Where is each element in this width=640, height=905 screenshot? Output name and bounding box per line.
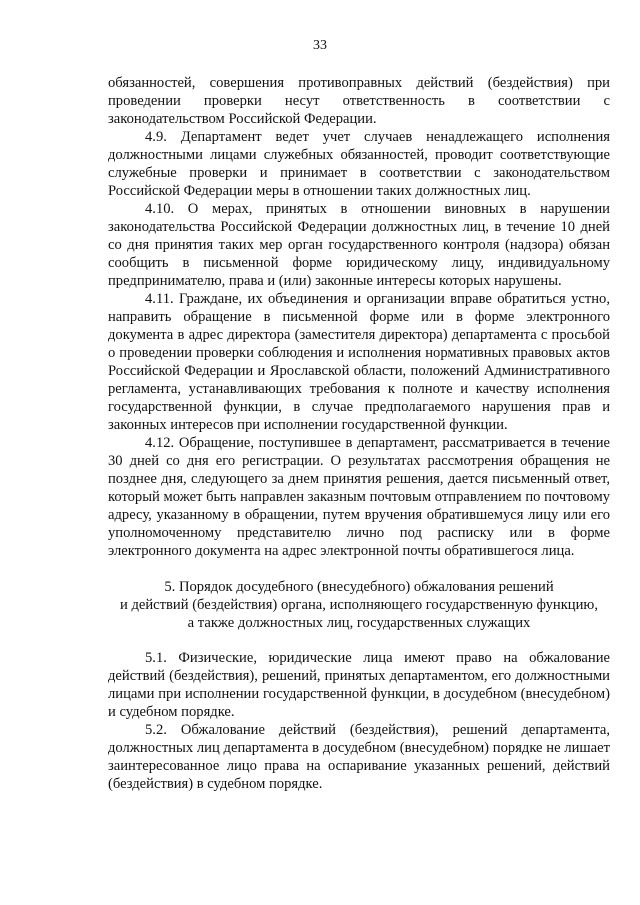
paragraph-4-11: 4.11. Граждане, их объединения и организации вправе обратиться устно, направить обращение в письменной форме или в форме электронного документа в адрес директора (заместителя директора) департамента с просьбой о проведении проверки соблюдения и исполнения нормативных правовых актов Российской Федерации и Ярославской области, положений Административного регламента, устанавливающих требования к полноте и качеству исполнения государственной функции, в случае предполагаемого нарушения прав и законных интересов при исполнении государственной функции.	[108, 291, 610, 433]
paragraph-continuation: обязанностей, совершения противоправных действий (бездействия) при проведении проверки несут ответственность в соответствии с законодательством Российской Федерации.	[108, 75, 610, 127]
paragraph-4-10: 4.10. О мерах, принятых в отношении виновных в нарушении законодательства Российской Федерации должностных лиц, в течение 10 дней со дня принятия таких мер орган государственного контроля (надзора) обязан сообщить в письменной форме юридическому лицу, индивидуальному предпринимателю, права и (или) законные интересы которых нарушены.	[108, 201, 610, 289]
section-heading-line-1: 5. Порядок досудебного (внесудебного) обжалования решений	[164, 579, 554, 595]
section-heading-line-2: и действий (бездействия) органа, исполняющего государственную функцию,	[120, 597, 598, 613]
paragraph-5-2: 5.2. Обжалование действий (бездействия), решений департамента, должностных лиц департамента в досудебном (внесудебном) порядке не лишает заинтересованное лицо права на оспаривание указанных решений, действий (бездействия) в судебном порядке.	[108, 722, 610, 792]
section-heading-line-3: а также должностных лиц, государственных служащих	[187, 615, 531, 631]
page-number: 33	[313, 38, 327, 53]
section-heading	[108, 578, 610, 632]
paragraph-5-1: 5.1. Физические, юридические лица имеют право на обжалование действий (бездействия), решений, принятых департаментом, его должностными лицами при исполнении государственной функции, в досудебном (внесудебном) и судебном порядке.	[108, 650, 610, 720]
document-body	[108, 74, 610, 793]
paragraph-4-12: 4.12. Обращение, поступившее в департамент, рассматривается в течение 30 дней со дня его регистрации. О результатах рассмотрения обращения не позднее дня, следующего за днем принятия решения, дается письменный ответ, который может быть направлен заказным почтовым отправлением по почтовому адресу, указанному в обращении, путем вручения обратившемуся лицу или его уполномоченному представителю лично под расписку или в форме электронного документа на адрес электронной почты обратившегося лица.	[108, 435, 610, 559]
paragraph-4-9: 4.9. Департамент ведет учет случаев ненадлежащего исполнения должностными лицами служебных обязанностей, проводит соответствующие служебные проверки и принимает в соответствии с законодательством Российской Федерации меры в отношении таких должностных лиц.	[108, 129, 610, 199]
